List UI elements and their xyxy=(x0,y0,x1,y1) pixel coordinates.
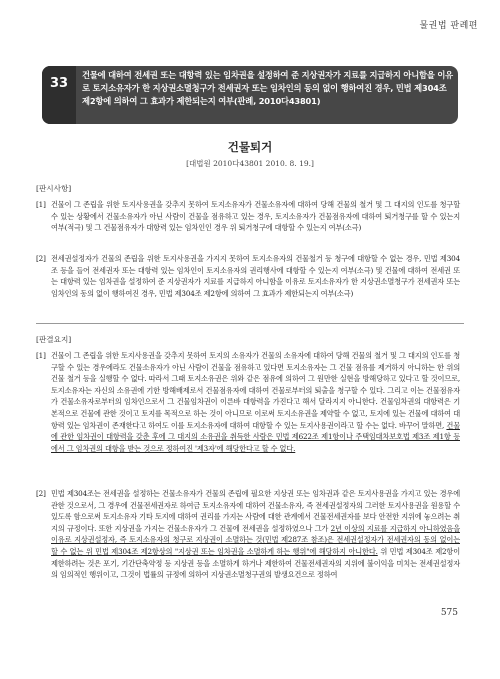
item-number: [1] xyxy=(36,351,46,360)
item-text-continued: 위 민법 제304조 제2항이 제한하려는 것은 포기, 기간단축약정 등 지상권 등을 소멸하게 하거나 제한하여 건물전세권자의 지위에 불이익을 미치는 전세권설정자의 임의적인 행위이고, 그것이 법률의 규정에 의하여 지상권소멸청구권의 발생요건으로 정하여 xyxy=(51,546,460,580)
section-label-summary: [판결요지] xyxy=(36,335,72,344)
underlined-text: 건물에 관한 임차권이 대항력을 갖춘 후에 그 대지의 소유권을 취득한 사람은 민법 제622조 제1항이나 주택임대차보호법 제3조 제1항 등에서 그 임차권의 대항을 받는 것으로 정하여진 '제3자'에 해당한다고 할 수 없다. xyxy=(51,420,460,453)
book-section-header: 물권법 판례편 xyxy=(419,21,478,31)
underlined-text: 2년 이상의 지료를 지급하지 아니하였음을 이유로 지상권설정자, 즉 토지소유자의 청구로 지상권이 소멸하는 것(민법 제287조 참조)은 전세권설정자가 전세권자의 동의 없이는 할 수 없는 위 민법 제304조 제2항상의 "지상권 또는 임차권을 소멸하게 하는 행위"에 해당하지 아니한다. xyxy=(51,523,460,556)
case-citation: [대법원 2010다43801 2010. 8. 19.] xyxy=(186,159,314,168)
section-divider xyxy=(36,323,464,324)
item-number: [2] xyxy=(36,254,46,263)
item-body xyxy=(51,488,460,581)
item-text: 전세권설정자가 건물의 존립을 위한 토지사용권을 가지지 못하여 토지소유자의 건물철거 등 청구에 대항할 수 없는 경우, 민법 제304조 등을 들어 전세권자 또는 대항력 있는 임차인이 토지소유자의 권리행사에 대항할 수 있는지 여부(소극) 및 건물에 대하여 전세권 또는 대항력 있는 임차권을 설정하여 준 지상권자가 지료를 지급하지 아니함을 이유로 토지소유자가 한 지상권소멸청구가 전세권자 또는 임차인의 동의 없이 행하여진 경우, 민법 제304조 제2항에 의하여 그 효과가 제한되는지 여부(소극) xyxy=(51,254,460,298)
section-label-holdings: [판시사항] xyxy=(36,184,72,193)
item-text: 건물이 그 존립을 위한 토지사용권을 갖추지 못하여 토지소유자가 건물소유자에 대하여 당해 건물의 철거 및 그 대지의 인도를 청구할 수 있는 상황에서 건물소유자가 아닌 사람이 건물을 점유하고 있는 경우, 토지소유자가 건물점유자에 대하여 퇴거청구를 할 수 있는지 여부(적극) 및 그 건물점유자가 대항력 있는 임차인인 경우 위 퇴거청구에 대항할 수 있는지 여부(소극) xyxy=(51,200,460,233)
item-text: 건물이 그 존립을 위한 토지사용권을 갖추지 못하여 토지의 소유자가 건물의 소유자에 대하여 당해 건물의 철거 및 그 대지의 인도를 청구할 수 있는 경우에라도 건물소유자가 아닌 사람이 건물을 점유하고 있다면 토지소유자는 그 건물 점유를 제거하지 아니하는 한 위의 건물 철거 등을 실행할 수 없다. 따라서 그때 토지소유권은 위와 같은 점유에 의하여 그 원만한 실현을 방해당하고 있다고 할 것이므로, 토지소유자는 자신의 소유권에 기한 방해배제로서 건물점유자에 대하여 건물로부터의 퇴출을 청구할 수 있다. 그리고 이는 건물점유자가 건물소유자로부터의 임차인으로서 그 건물임차권이 이른바 대항력을 가진다고 해서 달라지지 아니한다. 건물임차권의 대항력은 기본적으로 건물에 관한 것이고 토지를 목적으로 하는 것이 아니므로 이로써 토지소유권을 제약할 수 없고, 토지에 있는 건물에 대하여 대항력 있는 임차권이 존재한다고 하여도 이를 토지소유자에 대하여 대항할 수 있는 토지사용권이라고 할 수는 없다. 바꾸어 말하면, xyxy=(51,351,460,430)
item-number: [1] xyxy=(36,200,46,209)
item-text: 민법 제304조는 전세권을 설정하는 건물소유자가 건물의 존립에 필요한 지상권 또는 임차권과 같은 토지사용권을 가지고 있는 경우에 관한 것으로서, 그 경우에 건물전세권자로 하여금 토지소유자에 대하여 건물소유자, 즉 전세권설정자의 그러한 토지사용권을 원용할 수 있도록 함으로써 토지소유자 기타 토지에 대하여 권리를 가지는 사람에 대한 관계에서 건물전세권자를 보다 안전한 지위에 놓으려는 취지의 규정이다. 또한 지상권을 가지는 건물소유자가 그 건물에 전세권을 설정하였으나 그가 xyxy=(51,489,460,533)
summary-item-1 xyxy=(36,350,460,454)
item-body xyxy=(51,350,460,454)
headnote-text: 건물에 대하여 전세권 또는 대항력 있는 임차권을 설정하여 준 지상권자가 지료를 지급하지 아니함을 이유로 토지소유자가 한 지상권소멸청구가 전세권자 또는 임차인의 동의 없이 행하여진 경우, 민법 제304조 제2항에 의하여 그 효과가 제한되는지 여부(판례, 2010다43801) xyxy=(82,70,453,106)
summary-item-2 xyxy=(36,488,460,581)
holding-item-1 xyxy=(36,199,460,234)
case-title: 건물퇴거 xyxy=(227,140,273,154)
holding-item-2 xyxy=(36,253,460,299)
item-number: [2] xyxy=(36,489,46,498)
page-number: 575 xyxy=(440,608,458,618)
headnote-number: 33 xyxy=(42,66,76,124)
